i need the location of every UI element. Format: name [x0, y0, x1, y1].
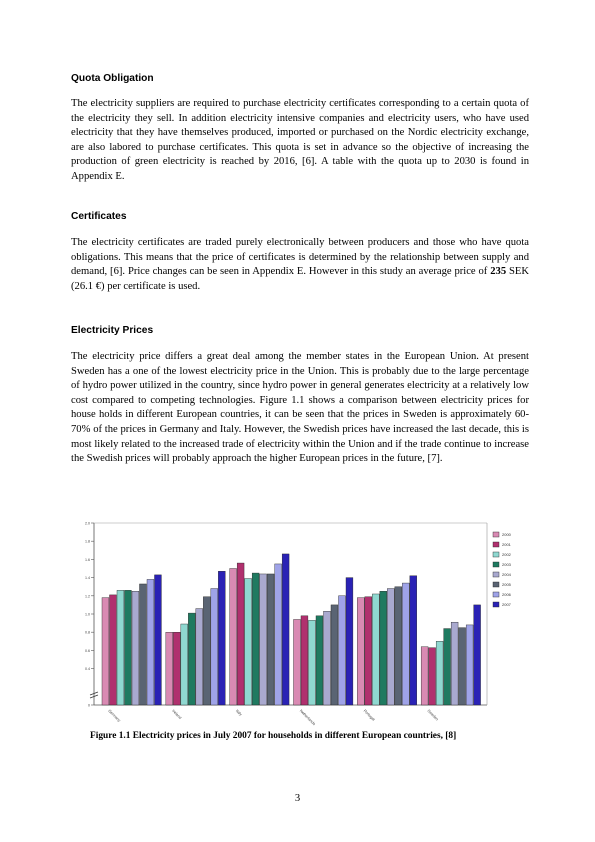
section-heading-certificates: Certificates [71, 211, 127, 222]
bar-netherlands-2007 [346, 578, 353, 705]
bar-portugal-2000 [357, 598, 364, 705]
y-tick-label: 1.4 [85, 576, 90, 581]
section-heading-quota-obligation: Quota Obligation [71, 73, 154, 84]
bar-netherlands-2005 [331, 605, 338, 705]
bar-germany-2005 [140, 584, 147, 705]
x-tick-label: Netherlands [298, 708, 317, 727]
bar-germany-2006 [147, 579, 154, 705]
bar-ireland-2004 [196, 609, 203, 705]
page-number: 3 [294, 793, 301, 804]
y-tick-label: 1.6 [85, 557, 90, 562]
bar-ireland-2005 [203, 597, 210, 705]
y-tick-label: 1.0 [85, 612, 90, 617]
bar-sweden-2007 [474, 605, 481, 705]
bar-portugal-2001 [365, 597, 372, 705]
bar-ireland-2007 [218, 571, 225, 705]
paragraph-electricity-prices: The electricity price differs a great deal among the member states in the European Union. At present Sweden has a one of the lowest electricity price in the Union. This is probably due to the large percentage of hydro power utilized in the country, since hydro power in general generates electricity at a relatively low cost compared to competing technologies. Figure 1.1 shows a comparison between electricity prices for house holds in different European countries, it can be seen that the prices in Sweden is approximately 60-70% of the prices in Germany and Italy. However, the Swedish prices have increased the last decade, this is most likely related to the increased trade of electricity within the Union and if the trade continue to increase the Swedish prices will probably approach the higher European prices in the future, [7]. [71, 351, 529, 465]
bar-italy-2006 [275, 564, 282, 705]
bar-netherlands-2000 [294, 619, 301, 705]
y-tick-label: 1.8 [85, 539, 90, 544]
legend-swatch-2006 [493, 592, 499, 597]
bar-ireland-2003 [188, 613, 195, 705]
certificate-price-value: 235 [490, 266, 507, 278]
bar-portugal-2007 [410, 576, 417, 705]
x-tick-label: Germany [107, 708, 122, 723]
bar-germany-2000 [102, 598, 109, 705]
legend-swatch-2002 [493, 552, 499, 557]
x-tick-label: Sweden [426, 708, 439, 722]
legend-swatch-2000 [493, 532, 499, 537]
y-tick-label: 0.4 [85, 667, 90, 672]
bar-sweden-2004 [451, 622, 458, 705]
paragraph-certificates-text-1: The electricity certificates are traded purely electronically between producers and those who have quota obligations. This means that the price of certificates is determined by the relationship between supply and demand, [6]. Price changes can be seen in Appendix E. However in this study an average price of [71, 237, 529, 278]
bar-sweden-2000 [421, 647, 428, 705]
legend-label: 2004 [502, 572, 511, 578]
y-tick-label: 0 [88, 703, 90, 708]
legend-label: 2003 [502, 562, 511, 568]
legend-label: 2002 [502, 552, 511, 558]
bar-portugal-2004 [387, 589, 394, 705]
bar-sweden-2003 [444, 629, 451, 705]
legend-swatch-2005 [493, 582, 499, 587]
legend-swatch-2003 [493, 562, 499, 567]
bar-netherlands-2001 [301, 616, 308, 705]
bar-sweden-2002 [436, 641, 443, 705]
bar-italy-2005 [267, 574, 274, 705]
bar-germany-2002 [117, 590, 124, 705]
bar-germany-2007 [155, 575, 162, 705]
bar-ireland-2000 [166, 632, 173, 705]
bar-sweden-2005 [459, 628, 466, 705]
legend-swatch-2001 [493, 542, 499, 547]
x-tick-label: Italy [234, 708, 243, 717]
bar-portugal-2006 [402, 583, 409, 705]
bar-netherlands-2003 [316, 616, 323, 705]
y-tick-label: 0.6 [85, 648, 90, 653]
bar-germany-2004 [132, 591, 139, 705]
bar-sweden-2001 [429, 648, 436, 705]
electricity-price-chart [82, 517, 522, 727]
bar-portugal-2005 [395, 587, 402, 705]
bar-italy-2007 [282, 554, 289, 705]
legend-label: 2006 [502, 592, 511, 598]
bar-italy-2001 [237, 563, 244, 705]
legend-label: 2001 [502, 542, 511, 548]
paragraph-certificates [71, 236, 529, 294]
bar-netherlands-2002 [309, 620, 316, 705]
paragraph-certificates-text-2: SEK (26.1 €) per certificate is used. [71, 266, 530, 292]
legend-swatch-2007 [493, 602, 499, 607]
bar-portugal-2003 [380, 591, 387, 705]
figure-caption: Figure 1.1 Electricity prices in July 2007 for households in different European countries, [8] [90, 731, 457, 741]
y-tick-label: 1.2 [85, 594, 90, 599]
x-tick-label: Ireland [171, 708, 183, 720]
bar-ireland-2001 [173, 632, 180, 705]
bar-portugal-2002 [372, 594, 379, 705]
bar-italy-2004 [260, 574, 267, 705]
legend-label: 2000 [502, 532, 511, 538]
bar-germany-2003 [125, 590, 132, 705]
bar-italy-2002 [245, 579, 252, 705]
bar-netherlands-2004 [324, 611, 331, 705]
legend-swatch-2004 [493, 572, 499, 577]
bar-ireland-2006 [211, 589, 218, 705]
y-tick-label: 0.8 [85, 630, 90, 635]
bar-italy-2000 [230, 569, 237, 706]
x-tick-label: Portugal [362, 708, 376, 722]
bar-germany-2001 [110, 595, 117, 705]
bar-ireland-2002 [181, 624, 188, 705]
legend-label: 2007 [502, 602, 511, 608]
bar-italy-2003 [252, 573, 259, 705]
section-heading-electricity-prices: Electricity Prices [71, 325, 154, 336]
bar-netherlands-2006 [339, 596, 346, 705]
bar-sweden-2006 [466, 625, 473, 705]
legend-label: 2005 [502, 582, 511, 588]
y-tick-label: 2.0 [85, 521, 90, 526]
paragraph-quota-obligation: The electricity suppliers are required to purchase electricity certificates corresponding to a certain quota of the electricity they sell. In addition electricity intensive companies and electricity users, who have used electricity that they have themselves produced, imported or purchased on the Nordic electricity exchange, are also labored to purchase certificates. This quota is set in advance so the objective of increasing the production of green electricity is reached by 2016, [6]. A table with the quota up to 2030 is found in Appendix E. [71, 98, 529, 182]
